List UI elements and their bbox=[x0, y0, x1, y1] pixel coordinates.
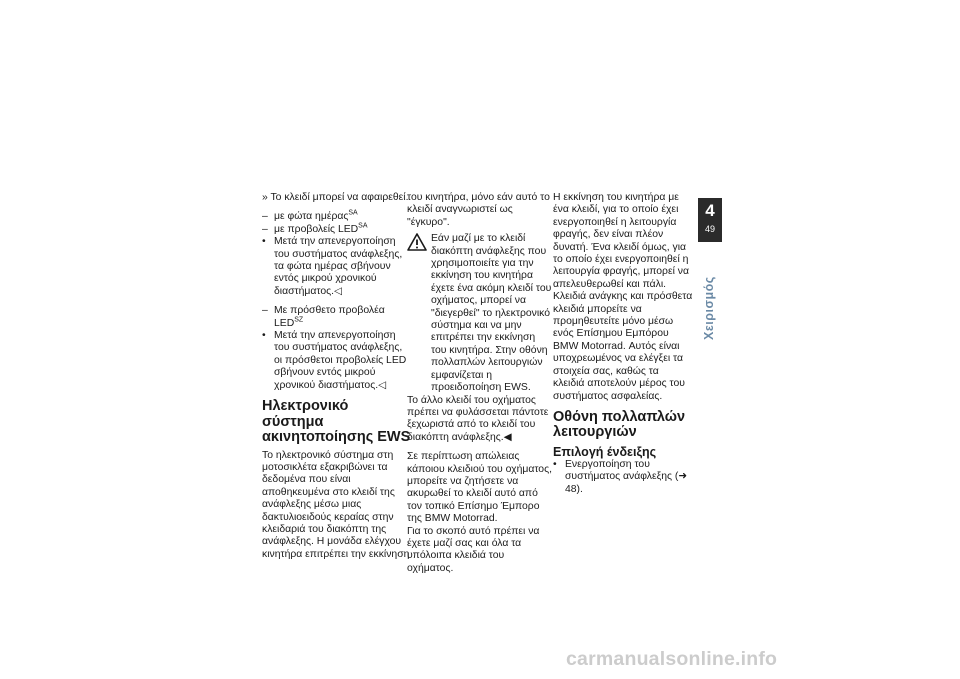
chapter-number: 4 bbox=[705, 201, 715, 220]
bullet-daytime-lights: • Μετά την απενεργοποίηση του συστήματος ανάφλεξης, τα φώτα ημέρας σβήνουν εντός μικρού χρονικού διαστήματος.◁ bbox=[262, 236, 403, 297]
option-daytime-lights: – με φώτα ημέρας$^{SA}$ bbox=[262, 209, 358, 223]
subheading-select-display: Επιλογή ένδειξης bbox=[553, 444, 657, 459]
ews-continued-text: του κινητήρα, μόνο εάν αυτό το κλειδί αναγνωριστεί ως "έγκυρο". bbox=[407, 192, 550, 228]
chapter-side-label: Χειρισμός bbox=[702, 276, 716, 340]
page-number: 49 bbox=[704, 224, 715, 234]
bullet-aux-led: • Μετά την απενεργοποίηση του συστήματος ανάφλεξης, οι πρόσθετοι προβολείς LED σβήνουν εντός μικρού χρονικού διαστήματος.◁ bbox=[262, 330, 407, 391]
bullet-ignition-on: • Ενεργοποίηση του συστήματος ανάφλεξης (➜ 48). bbox=[553, 458, 688, 495]
column-1 bbox=[262, 192, 412, 561]
intro-text: » Το κλειδί μπορεί να αφαιρεθεί. bbox=[262, 192, 409, 203]
option-led-headlights: – με προβολείς $LED^{SA}$ bbox=[262, 222, 368, 235]
section-heading-display: Οθόνη πολλαπλών λειτουργιών bbox=[553, 408, 686, 441]
chapter-tab bbox=[698, 198, 722, 242]
all-keys-text: Για το σκοπό αυτό πρέπει να έχετε μαζί σας και όλα τα υπόλοιπα κλειδιά του οχήματος. bbox=[407, 525, 540, 574]
option-aux-led: – Με πρόσθετο προβολέα $LED^{SZ}$ bbox=[262, 305, 385, 329]
warning-block bbox=[407, 233, 552, 394]
other-key-text: Το άλλο κλειδί του οχήματος πρέπει να φυλάσσεται πάντοτε ξεχωριστά από το κλειδί του διακόπτη ανάφλεξης.◀ bbox=[407, 394, 549, 443]
key-loss-text: Σε περίπτωση απώλειας κάποιου κλειδιού του οχήματος, μπορείτε να ζητήσετε να ακυρωθεί το κλειδί αυτό από τον τοπικό Επίσημο Έμπορο της BMW Motorrad. bbox=[407, 451, 552, 525]
column-3 bbox=[553, 192, 693, 496]
section-heading-ews: Ηλεκτρονικό σύστημα ακινητοποίησης EWS bbox=[262, 398, 411, 446]
column-2 bbox=[407, 192, 552, 575]
spare-keys-text: Κλειδιά ανάγκης και πρόσθετα κλειδιά μπορείτε να προμηθευτείτε μόνο μέσω ενός Επίσημου Εμπόρου BMW Motorrad. Αυτός είναι υποχρεωμένος να ελέγξει τα στοιχεία σας, καθώς τα κλειδιά αποτελούν μέρος του συστήματος ασφαλείας. bbox=[553, 291, 693, 402]
warning-text: Εάν μαζί με το κλειδί διακόπτη ανάφλεξης που χρησιμοποιείτε για την εκκίνηση του κινητήρα έχετε ένα ακόμη κλειδί του οχήματος, μπορεί να "διεγερθεί" το ηλεκτρονικό σύστημα και να μην επιτρέπει την εκκίνηση του κινητήρα. Στην οθόνη πολλαπλών λειτουργιών εμφανίζεται η προειδοποίηση EWS. bbox=[431, 233, 552, 394]
ews-body-text: Το ηλεκτρονικό σύστημα στη μοτοσικλέτα εξακριβώνει τα δεδομένα που είναι αποθηκευμένα στο κλειδί της ανάφλεξης μέσω μιας δακτυλιοειδούς κεραίας στην κλειδαριά του διακόπτη της ανάφλεξης. Η μονάδα ελέγχου κινητήρα επιτρέπει την εκκίνηση bbox=[262, 449, 410, 560]
watermark: carmanualsonline.info bbox=[566, 648, 778, 670]
key-block-text: Η εκκίνηση του κινητήρα με ένα κλειδί, για το οποίο έχει ενεργοποιηθεί η λειτουργία φραγής, δεν είναι πλέον δυνατή. Ένα κλειδί όμως, για το οποίο έχει ενεργοποιηθεί η λειτουργία φραγής, μπορεί να απελευθερωθεί και πάλι. bbox=[553, 192, 690, 290]
warning-triangle-icon bbox=[407, 233, 427, 251]
